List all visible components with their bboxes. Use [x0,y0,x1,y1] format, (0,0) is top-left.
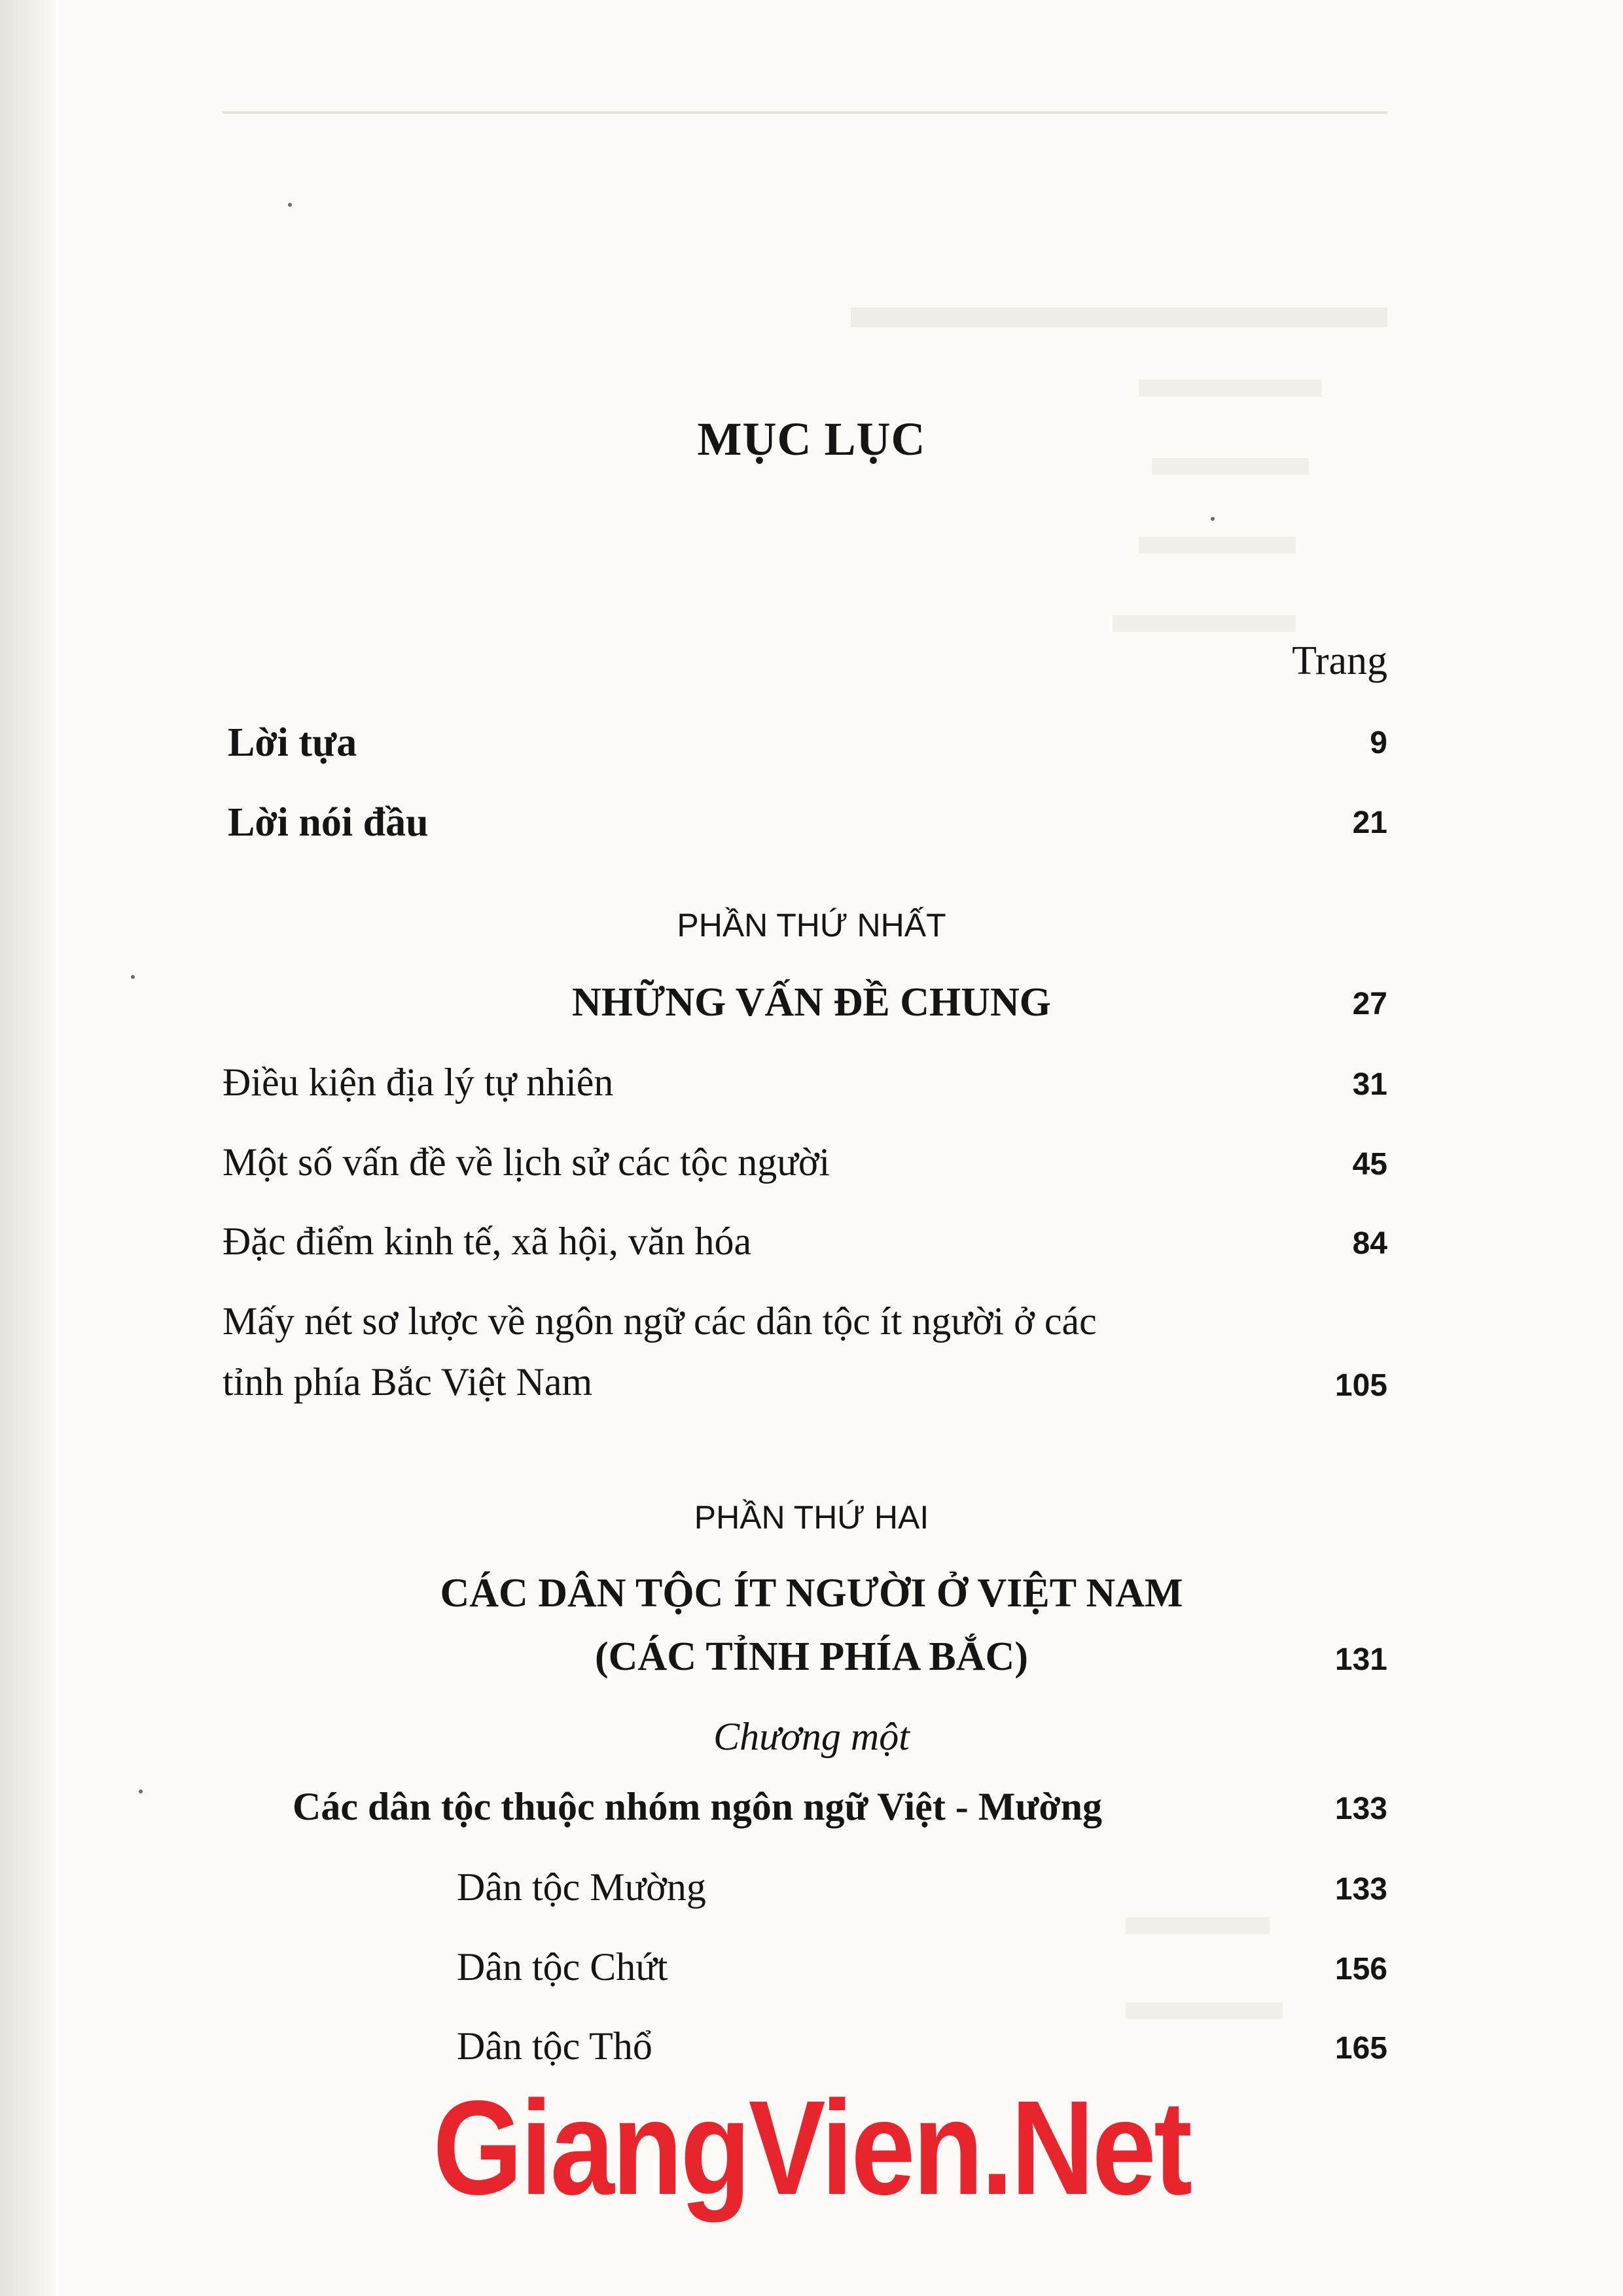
bleed-through-line [1139,380,1322,397]
bleed-through-line [1139,537,1296,554]
toc-entry-page: 165 [1334,2031,1387,2066]
toc-entry-page: 105 [1334,1368,1387,1403]
dust-speck [288,203,292,207]
toc-entry-page: 45 [1352,1147,1387,1182]
part-title-line2: (CÁC TỈNH PHÍA BẮC) [595,1634,1028,1679]
toc-entry-page: 133 [1334,1792,1387,1826]
page-column-label: Trang [1292,639,1387,683]
bleed-through-line [1113,615,1296,632]
toc-entry-page: 84 [1352,1226,1387,1261]
toc-entry-label: Điều kiện địa lý tự nhiên [223,1061,614,1104]
watermark: GiangVien.Net [433,2073,1190,2223]
dust-speck [131,975,135,979]
toc-entry-page: 21 [1352,805,1387,840]
toc-entry-label: Dân tộc Thổ [457,2024,652,2068]
toc-entry-page: 133 [1334,1872,1387,1907]
dust-speck [139,1790,143,1793]
toc-entry-page: 27 [1352,987,1387,1021]
bleed-through-line [1126,1917,1270,1934]
bleed-through-rule [223,111,1387,114]
toc-entry-page: 156 [1334,1952,1387,1987]
toc-entry-page: 31 [1352,1067,1387,1102]
toc-entry-label: Lời nói đầu [228,800,429,845]
toc-entry-page: 131 [1334,1642,1387,1677]
toc-entry-label: Đặc điểm kinh tế, xã hội, văn hóa [223,1220,752,1263]
toc-entry-label: Dân tộc Chứt [457,1945,668,1988]
part-label: PHẦN THỨ HAI [694,1499,929,1536]
part-label: PHẦN THỨ NHẤT [677,907,946,944]
toc-entry-label: Dân tộc Mường [457,1865,706,1909]
toc-entry-label: Một số vấn đề về lịch sử các tộc người [223,1140,830,1184]
dust-speck [1211,517,1215,521]
toc-entry-label: Lời tựa [228,720,357,765]
bleed-through-line [851,308,1387,327]
toc-entry-label-continued: tỉnh phía Bắc Việt Nam [223,1360,593,1404]
toc-entry-label: Mấy nét sơ lược về ngôn ngữ các dân tộc ít người ở các [223,1299,1097,1343]
chapter-title: Các dân tộc thuộc nhóm ngôn ngữ Việt - Mường [293,1785,1103,1828]
toc-entry-page: 9 [1370,726,1387,760]
part-title: NHỮNG VẤN ĐỀ CHUNG [572,980,1051,1025]
page-edge-shadow [0,0,56,2296]
page-title: MỤC LỤC [697,413,926,465]
part-title-line1: CÁC DÂN TỘC ÍT NGƯỜI Ở VIỆT NAM [440,1571,1183,1616]
bleed-through-line [1126,2002,1283,2019]
chapter-label: Chương một [713,1715,910,1758]
